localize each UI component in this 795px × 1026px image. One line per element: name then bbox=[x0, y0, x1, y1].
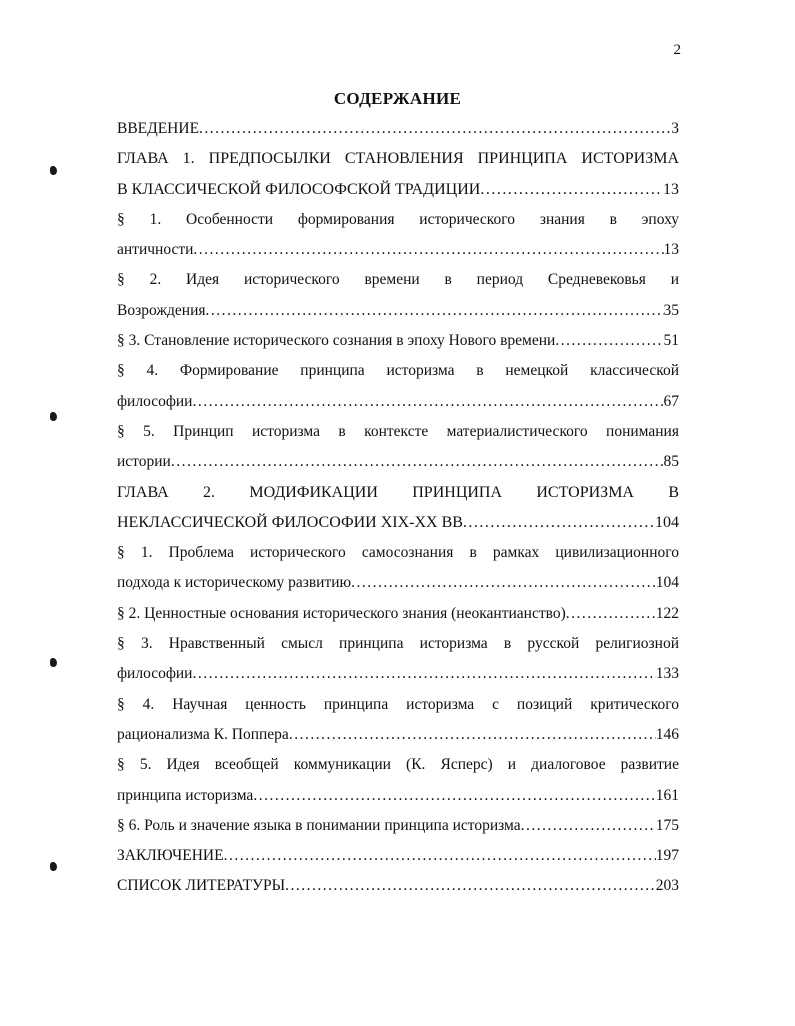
page-title: СОДЕРЖАНИЕ bbox=[333, 89, 462, 108]
toc-entry-section-1-4[interactable]: § 4. Формирование принципа историзма в немецкой классической философии ..... 67 bbox=[117, 356, 679, 417]
table-of-contents bbox=[117, 114, 679, 902]
toc-entry-conclusion[interactable]: ЗАКЛЮЧЕНИЕ ..... 197 bbox=[117, 841, 679, 871]
binder-hole-mark bbox=[50, 658, 57, 667]
toc-entry-section-1-3[interactable]: § 3. Становление исторического сознания в эпоху Нового времени ..... 51 bbox=[117, 326, 679, 356]
binder-hole-mark bbox=[50, 862, 57, 871]
toc-entry-chapter-2[interactable]: ГЛАВА 2. МОДИФИКАЦИИ ПРИНЦИПА ИСТОРИЗМА В НЕКЛАССИЧЕСКОЙ ФИЛОСОФИИ XIX-XX ВВ ..... 104 bbox=[117, 478, 679, 539]
toc-entry-section-1-2[interactable]: § 2. Идея исторического времени в период Средневековья и Возрождения ..... 35 bbox=[117, 265, 679, 326]
toc-entry-section-2-4[interactable]: § 4. Научная ценность принципа историзма с позиций критического рационализма К. Поппера ..... 146 bbox=[117, 690, 679, 751]
toc-entry-section-1-5[interactable]: § 5. Принцип историзма в контексте материалистического понимания истории ..... 85 bbox=[117, 417, 679, 478]
binder-hole-mark bbox=[50, 412, 57, 421]
toc-entry-section-1-1[interactable]: § 1. Особенности формирования исторического знания в эпоху античности ..... 13 bbox=[117, 205, 679, 266]
toc-entry-section-2-2[interactable]: § 2. Ценностные основания исторического знания (неокантианство) ..... 122 bbox=[117, 599, 679, 629]
toc-entry-section-2-6[interactable]: § 6. Роль и значение языка в понимании принципа историзма ..... 175 bbox=[117, 811, 679, 841]
toc-entry-section-2-1[interactable]: § 1. Проблема исторического самосознания в рамках цивилизационного подхода к историческому развитию ..... 104 bbox=[117, 538, 679, 599]
binder-hole-mark bbox=[50, 166, 57, 175]
toc-entry-bibliography[interactable]: СПИСОК ЛИТЕРАТУРЫ ..... 203 bbox=[117, 871, 679, 901]
toc-entry-introduction[interactable]: ВВЕДЕНИЕ ..... 3 bbox=[117, 114, 679, 144]
toc-entry-chapter-1[interactable]: ГЛАВА 1. ПРЕДПОСЫЛКИ СТАНОВЛЕНИЯ ПРИНЦИПА ИСТОРИЗМА В КЛАССИЧЕСКОЙ ФИЛОСОФСКОЙ ТРАДИЦИИ ..... 13 bbox=[117, 144, 679, 205]
page-number: 2 bbox=[673, 42, 681, 58]
toc-entry-section-2-3[interactable]: § 3. Нравственный смысл принципа историзма в русской религиозной философии ..... 133 bbox=[117, 629, 679, 690]
toc-entry-section-2-5[interactable]: § 5. Идея всеобщей коммуникации (К. Ясперс) и диалоговое развитие принципа историзма ..... 161 bbox=[117, 750, 679, 811]
